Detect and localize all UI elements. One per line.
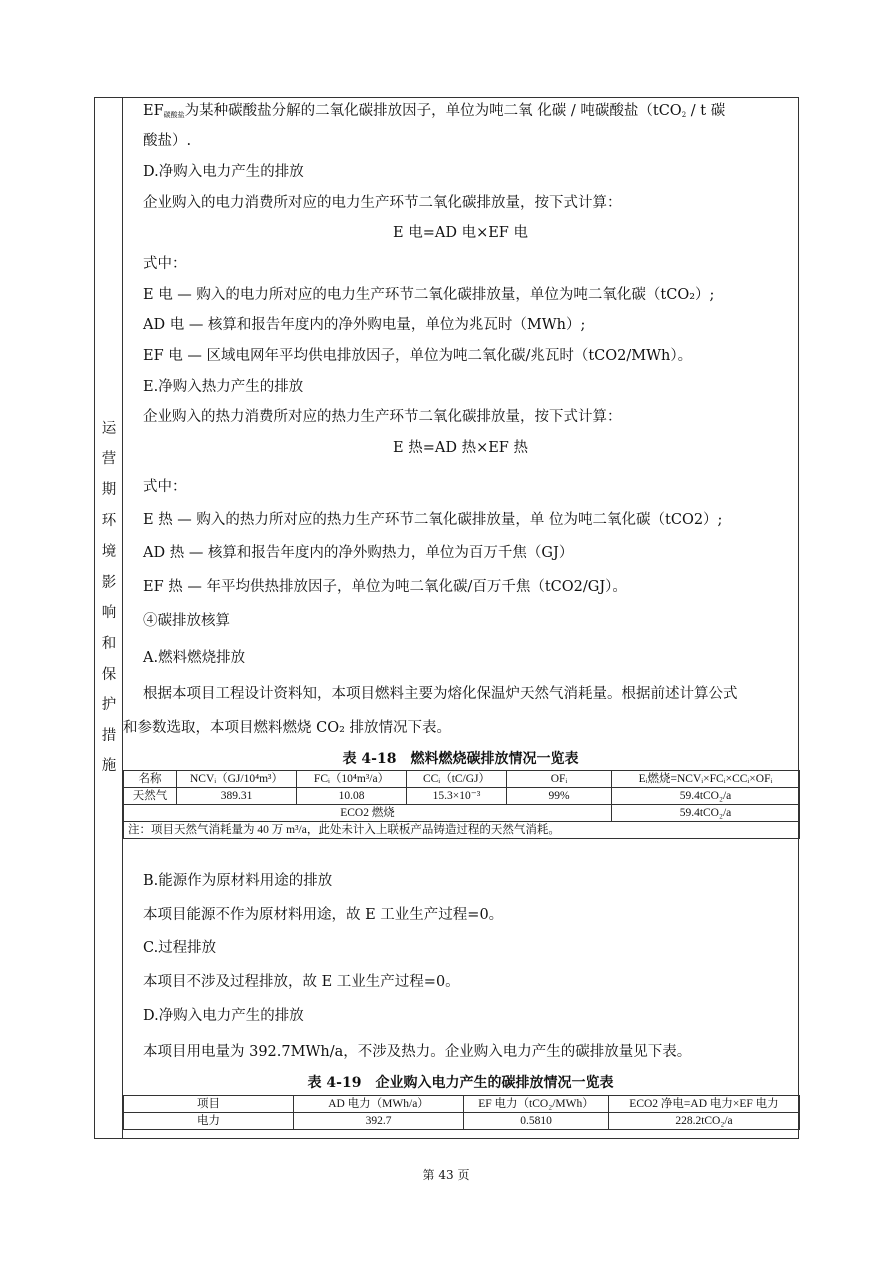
side-char: 保 — [101, 667, 117, 683]
section-heading: ④碳排放核算 — [143, 613, 230, 629]
table-header-cell: AD 电力（MWh/a） — [294, 1096, 464, 1113]
side-char: 境 — [101, 544, 117, 560]
formula: E 热=AD 热×EF 热 — [393, 440, 528, 456]
side-char: 环 — [101, 513, 117, 529]
section-heading: E.净购入热力产生的排放 — [143, 379, 304, 395]
page-number: 第 43 页 — [422, 1168, 470, 1182]
text-line: 式中： — [143, 256, 187, 272]
text-line: 根据本项目工程设计资料知，本项目燃料主要为熔化保温炉天然气消耗量。根据前述计算公式 — [143, 686, 738, 702]
section-heading: A.燃料燃烧排放 — [143, 650, 246, 666]
table-cell: 电力 — [124, 1113, 294, 1130]
table-header-cell: ECO2 净电=AD 电力×EF 电力 — [609, 1096, 800, 1113]
side-char: 运 — [101, 421, 117, 437]
section-heading: D.净购入电力产生的排放 — [143, 1008, 304, 1024]
table-header-cell: CCᵢ（tC/GJ） — [407, 771, 507, 788]
text-segment: EF — [143, 103, 164, 119]
table-header-cell: NCVᵢ（GJ/10⁴m³） — [177, 771, 297, 788]
table-cell: 59.4tCO₂/a — [612, 788, 800, 805]
subscript: 碳酸盐 — [163, 111, 185, 119]
table-cell: 10.08 — [297, 788, 407, 805]
text-segment: / t 碳 — [686, 103, 726, 119]
side-char: 响 — [101, 605, 117, 621]
table-electricity-emission — [123, 1095, 800, 1130]
table-cell: 99% — [507, 788, 612, 805]
text-line: 式中： — [143, 479, 187, 495]
text-line: E 热 — 购入的热力所对应的热力生产环节二氧化碳排放量，单 位为吨二氧化碳（tCO2）; — [143, 512, 723, 528]
side-char: 和 — [101, 636, 117, 652]
text-line: 本项目能源不作为原材料用途，故 E 工业生产过程=0。 — [143, 907, 504, 923]
table-total-row — [124, 805, 800, 822]
table-cell: 15.3×10⁻³ — [407, 788, 507, 805]
subscript: 2 — [681, 111, 687, 119]
formula: E 电=AD 电×EF 电 — [393, 225, 528, 241]
table-cell: 0.5810 — [464, 1113, 609, 1130]
table-header-cell: 项目 — [124, 1096, 294, 1113]
side-char: 措 — [101, 728, 117, 744]
table-header-cell: EF 电力（tCO₂/MWh） — [464, 1096, 609, 1113]
table-header-cell: FCᵢ（10⁴m³/a） — [297, 771, 407, 788]
text-line: 和参数选取，本项目燃料燃烧 CO₂ 排放情况下表。 — [123, 720, 452, 736]
table-cell: 389.31 — [177, 788, 297, 805]
table-row — [124, 1113, 800, 1130]
text-line: EF 热 — 年平均供热排放因子，单位为吨二氧化碳/百万千焦（tCO2/GJ）。 — [143, 579, 627, 595]
table-row — [124, 788, 800, 805]
side-char: 影 — [101, 575, 117, 591]
section-side-label — [95, 98, 123, 1138]
text-line: EF 电 — 区域电网年平均供电排放因子，单位为吨二氧化碳/兆瓦时（tCO2/MWh）。 — [143, 348, 693, 364]
table-header-row — [124, 1096, 800, 1113]
content-area — [123, 98, 798, 1138]
text-line: AD 电 — 核算和报告年度内的净外购电量，单位为兆瓦时（MWh）; — [143, 317, 586, 333]
table-header-cell: 名称 — [124, 771, 177, 788]
text-line: 企业购入的热力消费所对应的热力生产环节二氧化碳排放量，按下式计算： — [143, 409, 622, 425]
text-segment: 为某种碳酸盐分解的二氧化碳排放因子，单位为吨二氧 化碳 / 吨碳酸盐（tCO — [184, 103, 682, 119]
table-cell: 228.2tCO₂/a — [609, 1113, 800, 1130]
text-line: 企业购入的电力消费所对应的电力生产环节二氧化碳排放量，按下式计算： — [143, 195, 622, 211]
table-fuel-combustion — [123, 770, 800, 839]
table-caption: 表 4-18 燃料燃烧碳排放情况一览表 — [342, 751, 579, 767]
table-note-row — [124, 822, 800, 839]
section-heading: B.能源作为原材料用途的排放 — [143, 873, 333, 889]
side-char: 护 — [101, 697, 117, 713]
text-line: 酸盐）. — [143, 133, 192, 149]
text-line: 本项目用电量为 392.7MWh/a，不涉及热力。企业购入电力产生的碳排放量见下表。 — [143, 1044, 692, 1060]
section-heading: C.过程排放 — [143, 940, 217, 956]
table-header-row — [124, 771, 800, 788]
text-line — [143, 102, 725, 124]
text-line: 本项目不涉及过程排放，故 E 工业生产过程=0。 — [143, 974, 460, 990]
table-header-cell: Eᵢ燃烧=NCVᵢ×FCᵢ×CCᵢ×OFᵢ — [612, 771, 800, 788]
table-caption: 表 4-19 企业购入电力产生的碳排放情况一览表 — [307, 1075, 614, 1091]
table-cell: 392.7 — [294, 1113, 464, 1130]
side-char: 期 — [101, 482, 117, 498]
table-header-cell: OFᵢ — [507, 771, 612, 788]
side-char: 施 — [101, 758, 117, 774]
section-heading: D.净购入电力产生的排放 — [143, 164, 304, 180]
table-total-label: ECO2 燃烧 — [124, 805, 612, 822]
table-total-value: 59.4tCO₂/a — [612, 805, 800, 822]
page-frame — [94, 97, 799, 1139]
table-cell: 天然气 — [124, 788, 177, 805]
table-note: 注：项目天然气消耗量为 40 万 m³/a，此处未计入上联板产品铸造过程的天然气消耗。 — [124, 822, 800, 839]
text-line: AD 热 — 核算和报告年度内的净外购热力，单位为百万千焦（GJ） — [143, 545, 574, 561]
side-char: 营 — [101, 451, 117, 467]
text-line: E 电 — 购入的电力所对应的电力生产环节二氧化碳排放量，单位为吨二氧化碳（tCO₂）; — [143, 287, 715, 303]
